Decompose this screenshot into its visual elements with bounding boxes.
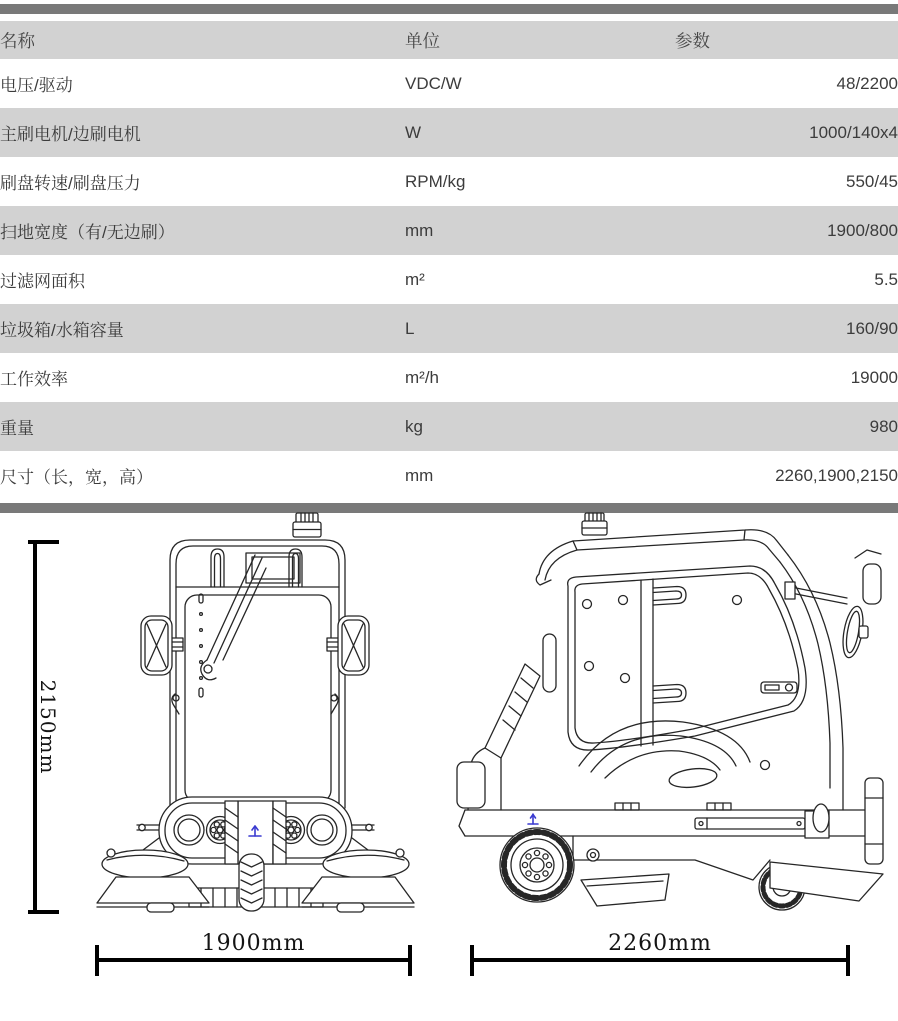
spec-value: 160/90	[675, 304, 898, 353]
width-dim-tick-left	[95, 945, 99, 976]
spec-unit: mm	[405, 465, 434, 485]
spec-name: 刷盘转速/刷盘压力	[0, 174, 141, 193]
table-row	[0, 59, 898, 108]
spec-name: 垃圾箱/水箱容量	[0, 304, 405, 353]
table-row	[0, 157, 898, 206]
table-row	[0, 108, 898, 157]
ref-mark-blue	[528, 814, 538, 824]
spec-name: 电压/驱动	[0, 76, 73, 95]
header-unit: 单位	[405, 21, 675, 59]
front-wheel	[239, 854, 264, 911]
spec-value: 2260,1900,2150	[775, 465, 898, 485]
left-mirror-icon	[141, 616, 183, 675]
engine-cover	[579, 721, 750, 790]
spec-value: 1000/140x4	[675, 108, 898, 157]
windshield	[185, 595, 331, 802]
height-dim-label: 2150mm	[36, 679, 60, 775]
spec-value: 5.5	[874, 269, 898, 289]
table-row	[0, 304, 898, 353]
width-dim-line	[95, 958, 412, 962]
right-mirror-icon	[327, 616, 369, 675]
spec-unit: m²/h	[405, 367, 439, 387]
top-separator-bar	[0, 4, 898, 14]
table-row	[0, 451, 898, 500]
spec-name: 尺寸（长，宽，高）	[0, 468, 153, 487]
table-row	[0, 353, 898, 402]
header-name: 名称	[0, 21, 405, 59]
spec-unit: VDC/W	[405, 73, 462, 93]
height-dim-cap-bottom	[28, 910, 59, 914]
spec-name: 工作效率	[0, 370, 68, 389]
header-value: 参数	[675, 21, 898, 59]
spec-value: 980	[675, 402, 898, 451]
spec-name: 过滤网面积	[0, 272, 85, 291]
spec-unit: mm	[405, 206, 675, 255]
spec-name: 重量	[0, 402, 405, 451]
width-dim-tick-right	[408, 945, 412, 976]
front-apron	[813, 778, 883, 864]
rear-panel	[457, 664, 540, 810]
sensor-strip	[199, 594, 203, 697]
side-mirror-icon	[785, 582, 868, 659]
table-row	[0, 255, 898, 304]
lower-body	[573, 836, 770, 906]
length-dim-tick-left	[470, 945, 474, 976]
spec-unit: m²	[405, 269, 425, 289]
drive-wheel	[500, 828, 574, 902]
table-row	[0, 206, 898, 255]
rear-handle	[543, 634, 556, 692]
spec-name: 主刷电机/边刷电机	[0, 108, 405, 157]
spec-value: 550/45	[846, 171, 898, 191]
spec-name: 扫地宽度（有/无边刷）	[0, 206, 405, 255]
spec-table	[0, 21, 898, 500]
spec-unit: W	[405, 108, 675, 157]
spec-unit: RPM/kg	[405, 171, 466, 191]
length-dim-line	[470, 958, 850, 962]
beacon-icon	[293, 513, 321, 537]
front-corner-bar	[863, 564, 881, 604]
table-row	[0, 402, 898, 451]
length-dim-label: 2260mm	[608, 931, 712, 956]
spec-value: 19000	[850, 367, 898, 387]
table-header-row	[0, 21, 898, 59]
width-dim-label: 1900mm	[201, 931, 306, 956]
beacon-icon	[582, 513, 607, 535]
cab-body	[170, 540, 345, 808]
length-dim-tick-right	[846, 945, 850, 976]
side-view-drawing	[455, 508, 885, 938]
spec-value: 48/2200	[836, 73, 898, 93]
height-dim-cap-top	[28, 540, 59, 544]
spec-unit: L	[405, 304, 675, 353]
front-view-drawing	[95, 508, 415, 938]
spec-value: 1900/800	[675, 206, 898, 255]
spec-unit: kg	[405, 402, 675, 451]
cabin-window	[568, 566, 807, 770]
